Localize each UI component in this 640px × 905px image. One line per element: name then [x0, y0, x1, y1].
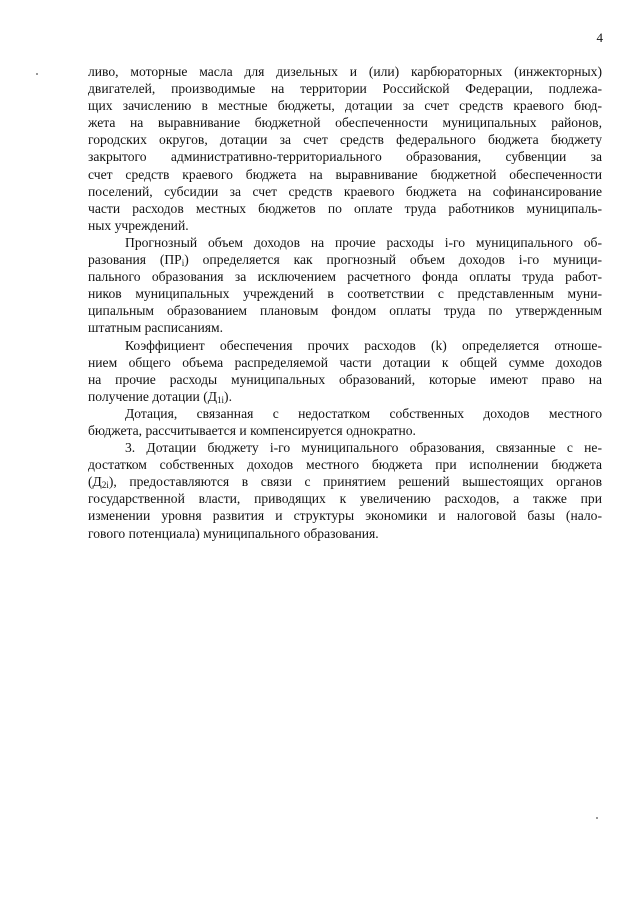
- text-line: [88, 473, 602, 490]
- text-fragment: ).: [224, 388, 232, 404]
- text-line: городских округов, дотации за счет средств федерального бюджета бюджету: [88, 132, 602, 148]
- text-fragment: получение дотации (Д: [88, 388, 218, 404]
- text-line: на прочие расходы муниципальных образований, которые имеют право на: [88, 371, 602, 387]
- text-line: Прогнозный объем доходов на прочие расходы i-го муниципального об-: [125, 234, 602, 250]
- paragraph-continuation: [88, 63, 602, 234]
- text-line: счет средств краевого бюджета на выравнивание бюджетной обеспеченности: [88, 166, 602, 182]
- text-line: достатком собственных доходов местного бюджета при исполнении бюджета: [88, 457, 602, 473]
- text-line: Дотация, связанная с недостатком собственных доходов местного: [125, 405, 602, 421]
- paragraph-section-3: [88, 439, 602, 542]
- text-line: штатным расписаниям.: [88, 320, 224, 336]
- text-line: [88, 251, 602, 268]
- text-line: [88, 388, 602, 405]
- text-line: ливо, моторные масла для дизельных и (или) карбюраторных (инжекторных): [88, 64, 602, 79]
- subscript-index: 2i: [101, 480, 109, 491]
- page-number: 4: [596, 30, 603, 45]
- text-line: Коэффициент обеспечения прочих расходов (k) определяется отноше-: [125, 337, 602, 353]
- subscript-index: i: [181, 258, 185, 269]
- text-line: щих зачислению в местные бюджеты, дотации за счет средств краевого бюд-: [88, 98, 602, 114]
- scan-speck: [596, 817, 598, 819]
- text-line: нием общего объема распределяемой части дотации к общей сумме доходов: [88, 354, 602, 370]
- document-body: [88, 63, 602, 542]
- subscript-index: 1i: [217, 394, 225, 405]
- text-line: пального образования за исключением расчетного фонда оплаты труда работ-: [88, 269, 602, 285]
- paragraph-coefficient: [88, 337, 602, 405]
- text-line: двигателей, производимые на территории Российской Федерации, подлежа-: [88, 81, 602, 97]
- text-line: изменении уровня развития и структуры экономики и налоговой базы (нало-: [88, 508, 602, 524]
- text-line: части расходов местных бюджетов по оплате труда работников муниципаль-: [88, 200, 602, 216]
- text-line: гового потенциала) муниципального образования.: [88, 525, 379, 541]
- paragraph-one-time-grant: [88, 405, 602, 439]
- text-line: поселений, субсидии за счет средств краевого бюджета на софинансирование: [88, 183, 602, 199]
- scan-speck: [36, 73, 38, 75]
- text-line: закрытого административно-территориального образования, субвенции за: [88, 149, 602, 165]
- text-fragment: разования (ПР: [88, 252, 182, 268]
- text-line: ных учреждений.: [88, 217, 189, 233]
- text-fragment: ), предоставляются в связи с принятием решений вышестоящих органов: [108, 474, 602, 490]
- text-fragment: ) определяется как прогнозный объем доходов i-го муници-: [184, 252, 603, 268]
- text-line: 3. Дотации бюджету i-го муниципального образования, связанные с не-: [125, 440, 602, 456]
- text-fragment: (Д: [88, 474, 102, 490]
- text-line: ников муниципальных учреждений в соответствии с представленным муни-: [88, 286, 602, 302]
- text-line: государственной власти, приводящих к увеличению расходов, а также при: [88, 491, 602, 507]
- paragraph-forecast-income: [88, 234, 602, 337]
- text-line: жета на выравнивание бюджетной обеспеченности муниципальных районов,: [88, 115, 602, 131]
- text-line: ципальным образованием плановым фондом оплаты труда по утвержденным: [88, 303, 602, 319]
- text-line: бюджета, рассчитывается и компенсируется однократно.: [88, 422, 416, 438]
